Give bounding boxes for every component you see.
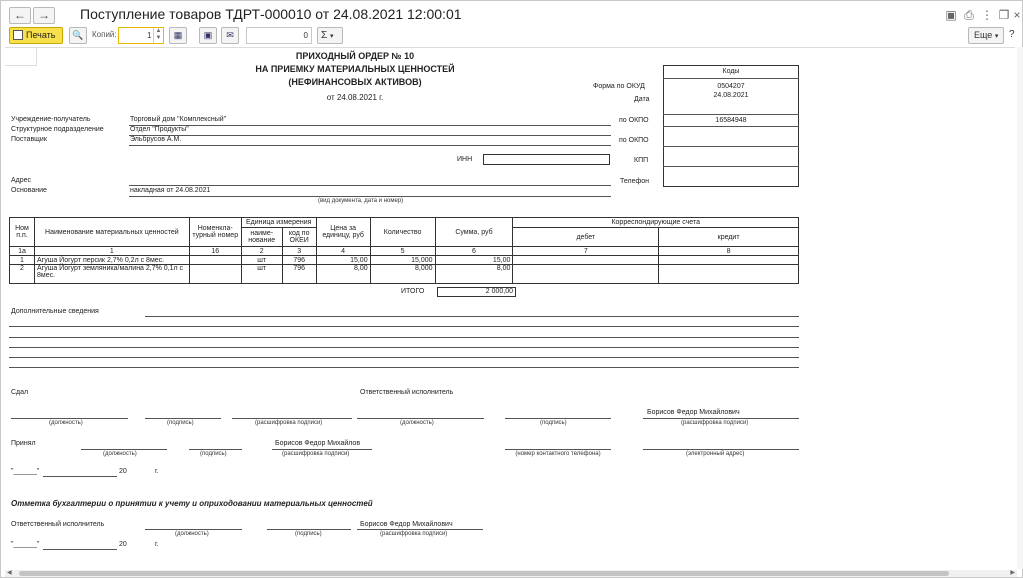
col-number: 1а	[10, 247, 35, 256]
cell-qty: 8,000	[370, 265, 435, 284]
extra-line	[9, 326, 799, 327]
cell-price: 15,00	[316, 256, 370, 265]
restore-window-icon[interactable]: ❐	[998, 8, 1010, 22]
division-label: Структурное подразделение	[11, 126, 104, 133]
doc-subtitle: НА ПРИЕМКУ МАТЕРИАЛЬНЫХ ЦЕННОСТЕЙ	[255, 64, 455, 74]
th-qty: Количество	[370, 218, 435, 247]
signature-line	[145, 529, 242, 530]
divider	[663, 166, 799, 167]
col-number: 8	[659, 247, 799, 256]
th-credit: кредит	[659, 228, 799, 247]
signature-line	[643, 449, 799, 450]
supplier-label: Поставщик	[11, 136, 47, 143]
basis-label: Основание	[11, 187, 47, 194]
okud-label: Форма по ОКУД	[593, 83, 645, 90]
cell-code: 796	[282, 265, 316, 284]
copies-label: Копий:	[92, 30, 117, 39]
signature-hint: (подпись)	[540, 420, 567, 426]
divider	[663, 114, 799, 115]
col-number: 16	[189, 247, 241, 256]
signature-line	[357, 418, 484, 419]
print-button[interactable]	[9, 27, 63, 44]
save-file-icon[interactable]: ▣	[199, 27, 217, 44]
phone-hint: (номер контактного телефона)	[515, 451, 601, 457]
cell-credit	[659, 256, 799, 265]
inn-label: ИНН	[457, 156, 473, 163]
scroll-left-icon[interactable]: ◀	[7, 570, 12, 576]
copies-value: 1	[147, 31, 152, 40]
position-hint: (должность)	[49, 420, 83, 426]
column-numbers-row	[10, 247, 799, 256]
help-button[interactable]: ?	[1009, 29, 1015, 40]
doc-date: от 24.08.2021 г.	[326, 93, 384, 102]
printer-icon	[13, 30, 23, 40]
vertical-scrollbar[interactable]	[1017, 47, 1023, 569]
signature-line	[272, 449, 372, 450]
division-line	[129, 135, 611, 136]
okpo-label: по ОКПО	[619, 117, 649, 124]
more-button-label: Еще	[974, 30, 993, 40]
divider	[663, 126, 799, 127]
signature-line	[357, 529, 483, 530]
th-corr-group: Корреспондирующие счета	[513, 218, 799, 228]
position-hint: (должность)	[103, 451, 137, 457]
basis-hint: (вид документа, дата и номер)	[318, 198, 404, 204]
decode-hint: (расшифровка подписи)	[282, 451, 350, 457]
forward-arrow-icon[interactable]: →	[33, 7, 55, 24]
divider	[663, 146, 799, 147]
signature-line	[189, 449, 242, 450]
date-label: Дата	[634, 96, 650, 103]
decode-hint: (расшифровка подписи)	[681, 420, 749, 426]
col-number: 3	[282, 247, 316, 256]
year-prefix: 20	[119, 468, 127, 475]
cell-unit: шт	[241, 256, 282, 265]
cell-credit	[659, 265, 799, 284]
cell-name: Агуша Йогурт персик 2,7% 0,2л с 8мес.	[34, 256, 189, 265]
cell-num: 1	[10, 256, 35, 265]
cell-nomen	[189, 256, 241, 265]
scrollbar-thumb[interactable]	[19, 571, 949, 576]
extra-line	[9, 367, 799, 368]
extra-line	[145, 316, 799, 317]
chevron-down-icon: ▾	[329, 33, 334, 40]
th-sum: Сумма, руб	[435, 218, 513, 247]
okud-value: 0504207	[717, 83, 745, 90]
kpp-label: КПП	[634, 157, 649, 164]
cell-price: 8,00	[316, 265, 370, 284]
chevron-down-icon: ▾	[994, 33, 999, 40]
cell-unit: шт	[241, 265, 282, 284]
recipient-line	[129, 125, 611, 126]
table-row	[10, 256, 799, 265]
year-suffix: г.	[155, 468, 159, 475]
accountant-name: Борисов Федор Михайлович	[360, 521, 453, 528]
total-value: 2 000,00	[437, 287, 516, 297]
signature-line	[505, 418, 611, 419]
responsible-label: Ответственный исполнитель	[360, 389, 454, 396]
position-hint: (должность)	[400, 420, 434, 426]
total-label: ИТОГО	[401, 288, 425, 295]
title-bar	[1, 1, 1022, 29]
th-unit-code: код по ОКЕИ	[282, 228, 316, 247]
toolbar	[1, 27, 1022, 45]
corner-cell	[5, 48, 37, 66]
signature-hint: (подпись)	[167, 420, 194, 426]
signature-line	[232, 418, 352, 419]
window-title: Поступление товаров ТДРТ-000010 от 24.08.2021 12:00:01	[80, 6, 462, 22]
save-icon[interactable]: ▣	[945, 8, 957, 22]
scroll-right-icon[interactable]: ▶	[1010, 570, 1015, 576]
settings-icon[interactable]: ▦	[169, 27, 187, 44]
cell-qty: 15,000	[370, 256, 435, 265]
year-suffix: г.	[155, 541, 159, 548]
basis-line	[129, 196, 611, 197]
position-hint: (должность)	[175, 531, 209, 537]
decode-hint: (расшифровка подписи)	[255, 420, 323, 426]
copies-spinner[interactable]: ▲ ▼	[153, 28, 163, 43]
th-name: Наименование материальных ценностей	[34, 218, 189, 247]
year-prefix: 20	[119, 541, 127, 548]
doc-subtitle-2: (НЕФИНАНСОВЫХ АКТИВОВ)	[288, 77, 422, 87]
cell-debit	[513, 256, 659, 265]
received-name: Борисов Федор Михайлов	[275, 440, 361, 447]
cell-nomen	[189, 265, 241, 284]
received-label: Принял	[11, 440, 36, 447]
signature-line	[267, 529, 351, 530]
decode-hint: (расшифровка подписи)	[380, 531, 448, 537]
col-number: 4	[316, 247, 370, 256]
doc-title: ПРИХОДНЫЙ ОРДЕР № 10	[295, 51, 415, 61]
sum-field[interactable]: 0	[246, 27, 312, 44]
phone-label: Телефон	[620, 178, 650, 185]
items-table	[9, 217, 799, 284]
col-number: 5	[370, 247, 435, 256]
th-unit-name: наиме-нование	[241, 228, 282, 247]
email-icon[interactable]: ✉	[221, 27, 239, 44]
signature-line	[81, 449, 167, 450]
col-number: 2	[241, 247, 282, 256]
date-quote: "______"	[11, 468, 40, 475]
date-line	[43, 549, 117, 550]
cell-debit	[513, 265, 659, 284]
printed-document	[5, 47, 1015, 567]
recipient-label: Учреждение-получатель	[11, 116, 91, 123]
signature-line	[643, 418, 799, 419]
signature-hint: (подпись)	[295, 531, 322, 537]
table-row	[10, 265, 799, 284]
horizontal-scrollbar[interactable]	[5, 570, 1017, 577]
accounting-title: Отметка бухгалтерии о принятии к учету и оприходовании материальных ценностей	[11, 499, 373, 508]
preview-icon[interactable]: 🔍	[69, 27, 87, 44]
email-hint: (электронный адрес)	[686, 451, 745, 457]
copies-input[interactable]	[118, 27, 164, 44]
sum-button[interactable]	[317, 27, 343, 44]
extra-line	[9, 337, 799, 338]
cell-sum: 8,00	[435, 265, 513, 284]
th-nomen: Номенкла-турный номер	[189, 218, 241, 247]
inn-field	[483, 154, 610, 165]
basis-value: накладная от 24.08.2021	[130, 187, 211, 194]
th-debit: дебет	[513, 228, 659, 247]
more-button[interactable]	[968, 27, 1004, 44]
extra-line	[9, 357, 799, 358]
signature-line	[145, 418, 221, 419]
division-value: Отдел "Продукты"	[130, 126, 189, 133]
th-num: Ном п.п.	[10, 218, 35, 247]
extra-line	[9, 347, 799, 348]
signature-hint: (подпись)	[200, 451, 227, 457]
col-number: 7	[513, 247, 659, 256]
okpo-value: 16584948	[715, 117, 747, 124]
supplier-line	[129, 145, 611, 146]
cell-num: 2	[10, 265, 35, 284]
responsible-name: Борисов Федор Михайлович	[647, 409, 740, 416]
back-arrow-icon[interactable]: ←	[9, 7, 31, 24]
address-line	[129, 185, 611, 186]
signature-line	[11, 418, 128, 419]
date-line	[43, 476, 117, 477]
kebab-menu-icon[interactable]: ⋮	[981, 8, 993, 22]
date-quote: "______"	[11, 541, 40, 548]
col-number: 1	[34, 247, 189, 256]
codes-header: Коды	[722, 68, 740, 75]
close-icon[interactable]: ×	[1013, 8, 1021, 22]
okpo2-label: по ОКПО	[619, 137, 649, 144]
cell-code: 796	[282, 256, 316, 265]
sigma-icon: Σ	[321, 30, 328, 41]
date-value: 24.08.2021	[713, 92, 749, 99]
cell-sum: 15,00	[435, 256, 513, 265]
signature-line	[505, 449, 611, 450]
divider	[663, 78, 799, 79]
recipient-value: Торговый дом "Комплексный"	[130, 116, 227, 123]
col-number: 6	[435, 247, 513, 256]
gave-label: Сдал	[11, 389, 29, 396]
supplier-value: Эльбрусов А.М.	[130, 136, 182, 143]
th-unit-group: Единица измерения	[241, 218, 316, 228]
responsible-label-2: Ответственный исполнитель	[11, 521, 105, 528]
print-icon[interactable]: ⎙	[964, 8, 974, 22]
cell-name: Агуша Йогурт земляника/малина 2,7% 0,1л с 8мес.	[34, 265, 189, 284]
extra-info-label: Дополнительные сведения	[11, 308, 99, 315]
address-label: Адрес	[11, 177, 32, 184]
print-button-label: Печать	[26, 30, 56, 40]
th-price: Цена за единицу, руб	[316, 218, 370, 247]
